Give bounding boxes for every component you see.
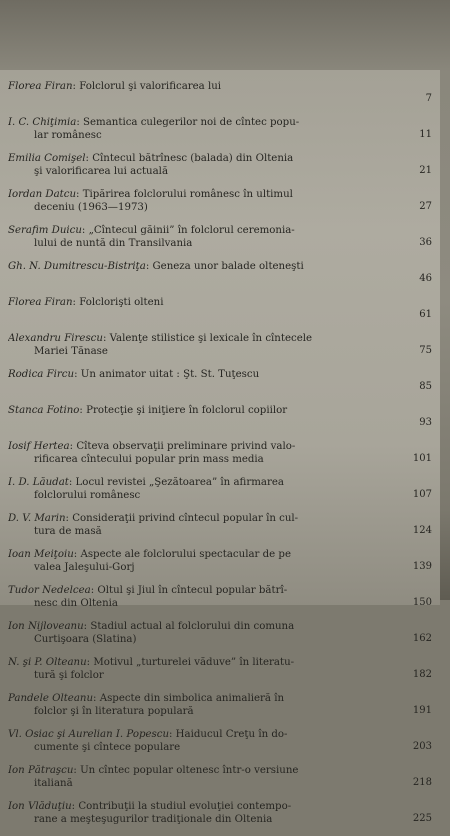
toc-entry-line1: Tudor Nedelcea: Oltul şi Jiul în cîntecul popular bătrî- [8,585,288,596]
toc-page-number: 191 [412,705,432,716]
toc-page-number: 7 [425,93,432,104]
toc-author: Serafim Duicu [8,225,82,236]
toc-entry [0,692,440,728]
toc-entry-line1: Florea Firan: Folclorişti olteni [8,297,164,308]
toc-author: I. C. Chiţimia [8,117,77,128]
toc-entry-line1: Alexandru Firescu: Valenţe stilistice şi lexicale în cîntecele [8,333,313,344]
toc-author: I. D. Lăudat [8,477,69,488]
toc-title-continued: Curtişoara (Slatina) [34,634,137,645]
toc-author: Ioan Meiţoiu [8,549,74,560]
toc-title: Folclorişti olteni [79,297,164,308]
toc-title-continued: tura de masă [34,526,102,537]
toc-page-number: 21 [419,165,432,176]
toc-title: Tipărirea folclorului românesc în ultimul [82,189,293,200]
toc-page-number: 11 [419,129,432,140]
toc-title: Haiducul Creţu în do- [175,729,288,740]
toc-author: Alexandru Firescu [8,333,103,344]
toc-page-number: 85 [419,381,432,392]
toc-entry [0,620,440,656]
toc-title: Aspecte ale folclorului spectacular de pe [80,549,291,560]
toc-entry [0,584,440,620]
toc-title-continued: valea Jaleşului-Gorj [34,562,135,573]
toc-title-continued: Mariei Tănase [34,346,108,357]
toc-entry [0,224,440,260]
toc-page-number: 162 [412,633,432,644]
toc-author: Pandele Olteanu [8,693,94,704]
toc-title: Aspecte din simbolica animalieră în [99,693,285,704]
toc-title: Protecţie şi iniţiere în folclorul copiilor [86,405,288,416]
toc-page-number: 93 [419,417,432,428]
toc-entry-line1: N. şi P. Olteanu: Motivul „turturelei văduve” în literatu- [8,657,295,668]
toc-title: Motivul „turturelei văduve” în literatu- [93,657,295,668]
toc-page-number: 27 [419,201,432,212]
toc-author: Ion Nijloveanu [8,621,84,632]
toc-title-continued: rane a meşteşugurilor tradiţionale din Oltenia [34,814,273,825]
toc-page-number: 36 [419,237,432,248]
toc-entry [0,152,440,188]
toc-entry [0,188,440,224]
toc-title-continued: cumente şi cîntece populare [34,742,181,753]
toc-title-continued: rificarea cîntecului popular prin mass media [34,454,264,465]
toc-title: Cîntecul bătrînesc (balada) din Oltenia [92,153,294,164]
toc-title-continued: lului de nuntă din Transilvania [34,238,193,249]
toc-title: Oltul şi Jiul în cîntecul popular bătrî- [97,585,288,596]
toc-author: Florea Firan [8,81,73,92]
toc-entry-line1: Iordan Datcu: Tipărirea folclorului românesc în ultimul [8,189,293,200]
toc-entry [0,404,440,440]
toc-entry [0,512,440,548]
toc-entry-line1: Pandele Olteanu: Aspecte din simbolica animalieră în [8,693,285,704]
toc-author: Rodica Fircu [8,369,75,380]
toc-title: Stadiul actual al folclorului din comuna [90,621,295,632]
toc-title-continued: folclorului românesc [34,490,141,501]
toc-title: Un animator uitat : Şt. St. Tuţescu [80,369,260,380]
toc-page-number: 139 [412,561,432,572]
toc-entry-line1: Ion Nijloveanu: Stadiul actual al folclorului din comuna [8,621,295,632]
toc-title: Contribuţii la studiul evoluţiei contempo- [78,801,292,812]
toc-entry-line1: Florea Firan: Folclorul şi valorificarea lui [8,81,222,92]
toc-page-number: 218 [412,777,432,788]
toc-entry-line1: Vl. Osiac şi Aurelian I. Popescu: Haiducul Creţu în do- [8,729,288,740]
toc-entry-line1: Ion Pătraşcu: Un cîntec popular oltenesc într-o versiune [8,765,299,776]
toc-author: Florea Firan [8,297,73,308]
toc-author: Emilia Comişel [8,153,86,164]
toc-page-number: 150 [412,597,432,608]
toc-page-number: 75 [419,345,432,356]
toc-title: Geneza unor balade olteneşti [152,261,304,272]
toc-author: Gh. N. Dumitrescu-Bistriţa [8,261,146,272]
toc-author: Ion Vlăduţiu [8,801,72,812]
toc-page-number: 46 [419,273,432,284]
toc-title: Un cîntec popular oltenesc într-o versiune [80,765,299,776]
toc-entry [0,80,440,116]
toc-entry [0,332,440,368]
toc-author: Stanca Fotino [8,405,80,416]
toc-entry-line1: Ion Vlăduţiu: Contribuţii la studiul evoluţiei contempo- [8,801,292,812]
toc-entry-line1: Serafim Duicu: „Cîntecul găinii” în folclorul ceremonia- [8,225,295,236]
toc-author: Ion Pătraşcu [8,765,74,776]
toc-entry-line1: Gh. N. Dumitrescu-Bistriţa: Geneza unor balade olteneşti [8,261,304,272]
toc-title-continued: lar românesc [34,130,102,141]
toc-entry [0,800,440,836]
toc-title-continued: nesc din Oltenia [34,598,118,609]
toc-page-number: 124 [412,525,432,536]
toc-entry-line1: I. C. Chiţimia: Semantica culegerilor noi de cîntec popu- [8,117,300,128]
toc-title-continued: tură şi folclor [34,670,104,681]
toc-entry-line1: Ioan Meiţoiu: Aspecte ale folclorului spectacular de pe [8,549,291,560]
toc-page-number: 182 [412,669,432,680]
toc-title: „Cîntecul găinii” în folclorul ceremonia- [88,225,295,236]
toc-entry [0,368,440,404]
toc-entry-line1: Iosif Hertea: Cîteva observaţii preliminare privind valo- [8,441,296,452]
toc-author: Tudor Nedelcea [8,585,91,596]
toc-page-number: 101 [412,453,432,464]
toc-author: Iordan Datcu [8,189,77,200]
toc-title-continued: italiană [34,778,73,789]
toc-title: Valenţe stilistice şi lexicale în cîntecele [109,333,313,344]
toc-page-number: 203 [412,741,432,752]
toc-title: Semantica culegerilor noi de cîntec popu- [83,117,300,128]
toc-entry [0,548,440,584]
table-of-contents [0,80,440,836]
toc-entry [0,296,440,332]
toc-author: N. şi P. Olteanu [8,657,87,668]
toc-entry [0,116,440,152]
toc-entry [0,476,440,512]
toc-entry-line1: D. V. Marin: Consideraţii privind cîntecul popular în cul- [8,513,299,524]
toc-entry-line1: Stanca Fotino: Protecţie şi iniţiere în folclorul copiilor [8,405,288,416]
toc-entry [0,656,440,692]
toc-title: Folclorul şi valorificarea lui [79,81,222,92]
toc-title: Consideraţii privind cîntecul popular în cul- [72,513,299,524]
toc-entry [0,440,440,476]
toc-title-continued: deceniu (1963—1973) [34,202,148,213]
toc-title: Locul revistei „Şezătoarea” în afirmarea [75,477,284,488]
toc-page-number: 225 [412,813,432,824]
toc-title: Cîteva observaţii preliminare privind valo- [76,441,296,452]
toc-author: Vl. Osiac şi Aurelian I. Popescu [8,729,169,740]
toc-title-continued: şi valorificarea lui actuală [34,166,169,177]
toc-entry-line1: I. D. Lăudat: Locul revistei „Şezătoarea” în afirmarea [8,477,284,488]
toc-author: D. V. Marin [8,513,66,524]
toc-entry [0,764,440,800]
toc-entry [0,260,440,296]
toc-author: Iosif Hertea [8,441,70,452]
toc-page-number: 107 [412,489,432,500]
toc-page-number: 61 [419,309,432,320]
toc-entry-line1: Rodica Fircu: Un animator uitat : Şt. St. Tuţescu [8,369,260,380]
toc-entry [0,728,440,764]
toc-entry-line1: Emilia Comişel: Cîntecul bătrînesc (balada) din Oltenia [8,153,294,164]
toc-title-continued: folclor şi în literatura populară [34,706,194,717]
